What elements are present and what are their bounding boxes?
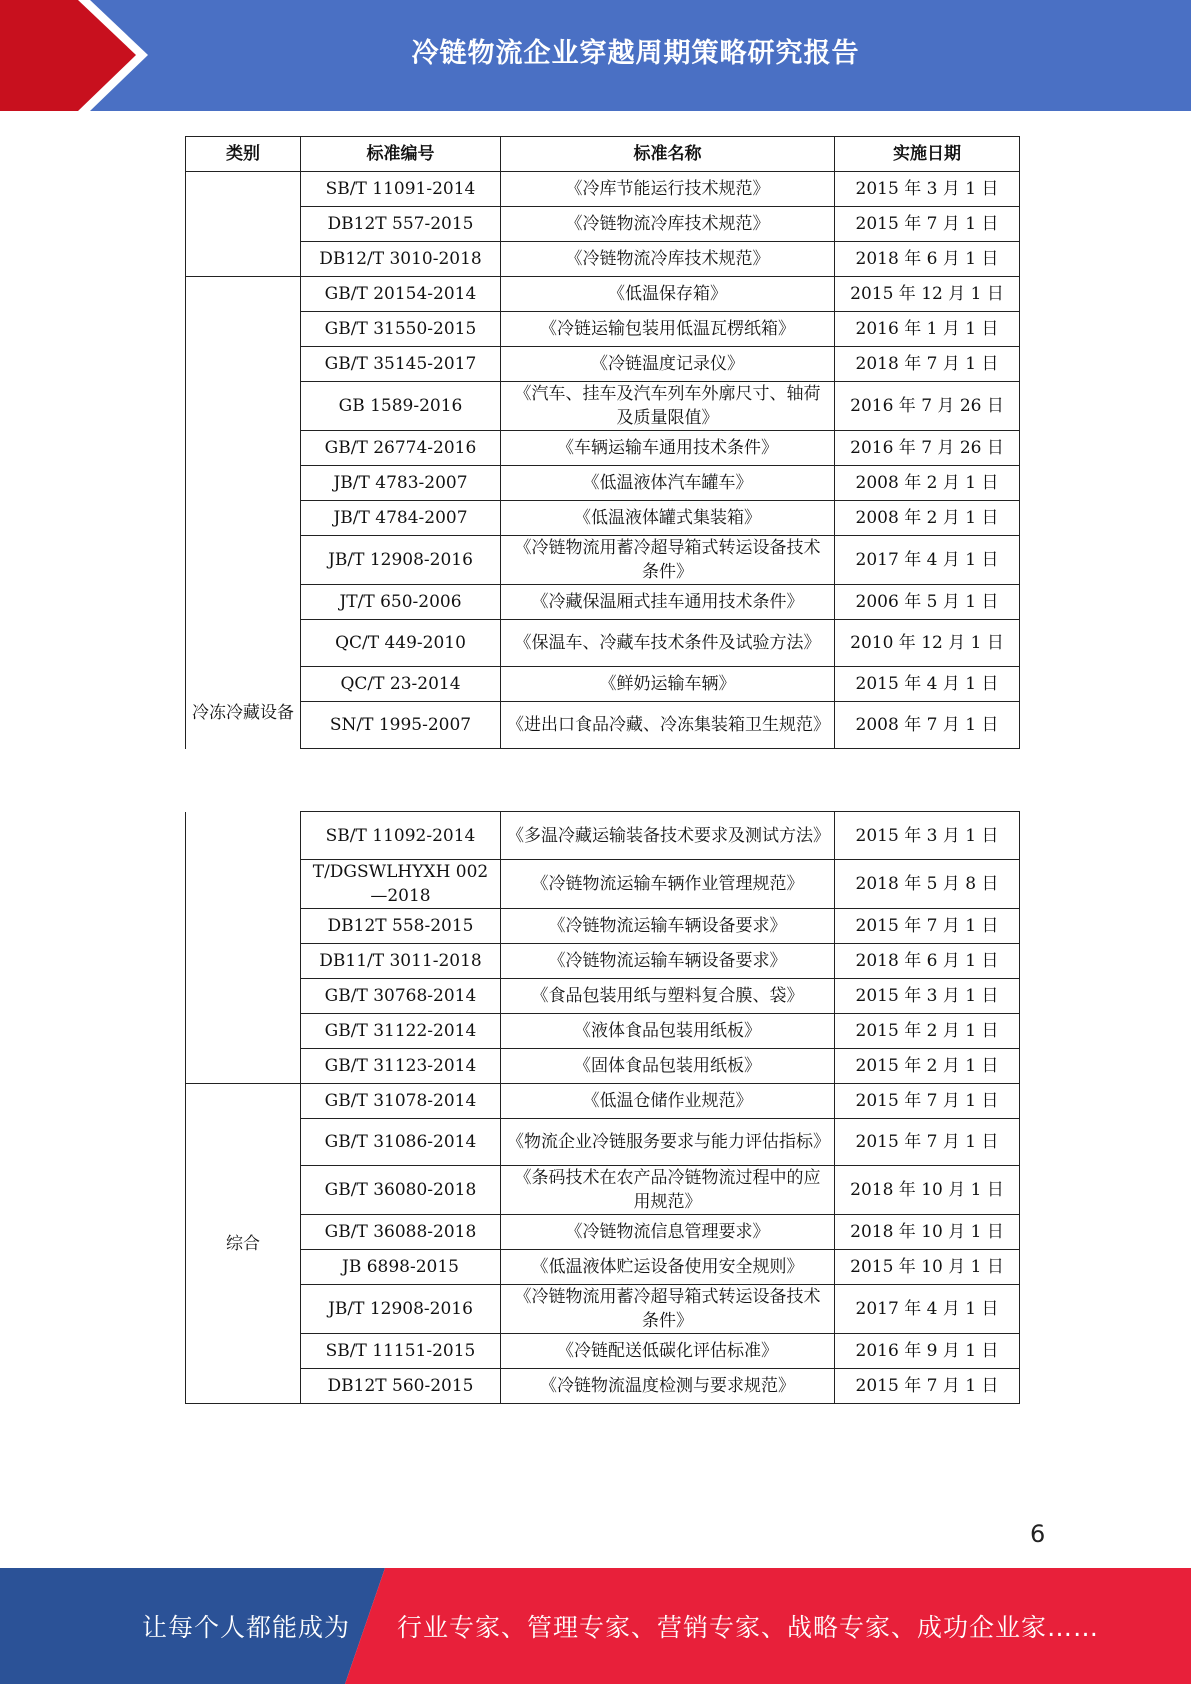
implementation-date: 2018 年 6 月 1 日 — [835, 242, 1020, 277]
table-row — [186, 277, 1020, 312]
standard-code: GB/T 35145-2017 — [301, 347, 501, 382]
standard-code: JB 6898-2015 — [301, 1250, 501, 1285]
standard-name: 《冷库节能运行技术规范》 — [501, 172, 835, 207]
standard-code: SN/T 1995-2007 — [301, 702, 501, 749]
standard-code: SB/T 11091-2014 — [301, 172, 501, 207]
implementation-date: 2015 年 3 月 1 日 — [835, 172, 1020, 207]
standard-name: 《条码技术在农产品冷链物流过程中的应用规范》 — [501, 1166, 835, 1215]
standard-name: 《食品包装用纸与塑料复合膜、袋》 — [501, 979, 835, 1014]
standard-name: 《物流企业冷链服务要求与能力评估指标》 — [501, 1119, 835, 1166]
implementation-date: 2015 年 3 月 1 日 — [835, 812, 1020, 860]
implementation-date: 2006 年 5 月 1 日 — [835, 585, 1020, 620]
standard-name: 《冷链配送低碳化评估标准》 — [501, 1334, 835, 1369]
standard-name: 《低温保存箱》 — [501, 277, 835, 312]
report-title: 冷链物流企业穿越周期策略研究报告 — [411, 37, 860, 69]
standard-name: 《液体食品包装用纸板》 — [501, 1014, 835, 1049]
standard-code: SB/T 11092-2014 — [301, 812, 501, 860]
standard-name: 《冷链物流运输车辆设备要求》 — [501, 944, 835, 979]
column-header-category: 类别 — [186, 137, 301, 172]
implementation-date: 2015 年 12 月 1 日 — [835, 277, 1020, 312]
standard-name: 《冷链物流冷库技术规范》 — [501, 207, 835, 242]
standard-code: JB/T 4784-2007 — [301, 501, 501, 536]
table-row — [186, 667, 1020, 702]
standard-code: GB/T 36080-2018 — [301, 1166, 501, 1215]
table-row — [186, 585, 1020, 620]
standard-name: 《冷链温度记录仪》 — [501, 347, 835, 382]
table-row — [186, 1334, 1020, 1369]
table-row — [186, 207, 1020, 242]
implementation-date: 2015 年 2 月 1 日 — [835, 1049, 1020, 1084]
standard-name: 《冷链物流用蓄冷超导箱式转运设备技术条件》 — [501, 536, 835, 585]
table-row — [186, 1369, 1020, 1404]
implementation-date: 2018 年 10 月 1 日 — [835, 1166, 1020, 1215]
table-row — [186, 1014, 1020, 1049]
table-row — [186, 1049, 1020, 1084]
standard-name: 《冷链物流运输车辆作业管理规范》 — [501, 860, 835, 909]
standard-name: 《固体食品包装用纸板》 — [501, 1049, 835, 1084]
footer-banner — [0, 1568, 1191, 1684]
table-row — [186, 1250, 1020, 1285]
implementation-date: 2015 年 7 月 1 日 — [835, 1119, 1020, 1166]
implementation-date: 2015 年 7 月 1 日 — [835, 909, 1020, 944]
category-cell-continued — [186, 812, 301, 1084]
implementation-date: 2018 年 5 月 8 日 — [835, 860, 1020, 909]
standard-code: JB/T 12908-2016 — [301, 1285, 501, 1334]
table-row — [186, 431, 1020, 466]
implementation-date: 2008 年 2 月 1 日 — [835, 466, 1020, 501]
standard-name: 《低温液体罐式集装箱》 — [501, 501, 835, 536]
implementation-date: 2015 年 3 月 1 日 — [835, 979, 1020, 1014]
implementation-date: 2018 年 10 月 1 日 — [835, 1215, 1020, 1250]
table-row — [186, 979, 1020, 1014]
table-row — [186, 347, 1020, 382]
standard-name: 《多温冷藏运输装备技术要求及测试方法》 — [501, 812, 835, 860]
implementation-date: 2015 年 2 月 1 日 — [835, 1014, 1020, 1049]
implementation-date: 2015 年 10 月 1 日 — [835, 1250, 1020, 1285]
category-cell-blank — [186, 172, 301, 277]
table-row — [186, 909, 1020, 944]
standard-name: 《进出口食品冷藏、冷冻集装箱卫生规范》 — [501, 702, 835, 749]
page-number: 6 — [1030, 1520, 1046, 1548]
table-row — [186, 312, 1020, 347]
table-row — [186, 1215, 1020, 1250]
table-row — [186, 1084, 1020, 1119]
standard-code: GB/T 30768-2014 — [301, 979, 501, 1014]
column-header-name: 标准名称 — [501, 137, 835, 172]
implementation-date: 2015 年 4 月 1 日 — [835, 667, 1020, 702]
standard-code: JB/T 4783-2007 — [301, 466, 501, 501]
column-header-date: 实施日期 — [835, 137, 1020, 172]
implementation-date: 2016 年 7 月 26 日 — [835, 382, 1020, 431]
implementation-date: 2015 年 7 月 1 日 — [835, 207, 1020, 242]
category-cold-storage-equipment: 冷冻冷藏设备 — [186, 277, 301, 749]
table-row — [186, 944, 1020, 979]
standard-code: GB/T 36088-2018 — [301, 1215, 501, 1250]
implementation-date: 2018 年 7 月 1 日 — [835, 347, 1020, 382]
table-row — [186, 1285, 1020, 1334]
standard-code: JT/T 650-2006 — [301, 585, 501, 620]
implementation-date: 2016 年 9 月 1 日 — [835, 1334, 1020, 1369]
standard-code: QC/T 449-2010 — [301, 620, 501, 667]
implementation-date: 2016 年 1 月 1 日 — [835, 312, 1020, 347]
implementation-date: 2016 年 7 月 26 日 — [835, 431, 1020, 466]
standard-code: GB/T 31550-2015 — [301, 312, 501, 347]
implementation-date: 2010 年 12 月 1 日 — [835, 620, 1020, 667]
implementation-date: 2008 年 7 月 1 日 — [835, 702, 1020, 749]
header-banner — [0, 0, 1191, 111]
standard-name: 《冷链物流冷库技术规范》 — [501, 242, 835, 277]
standard-code: GB/T 31123-2014 — [301, 1049, 501, 1084]
standard-code: DB12/T 3010-2018 — [301, 242, 501, 277]
table-row — [186, 466, 1020, 501]
footer-slogan-left: 让每个人都能成为 — [142, 1613, 351, 1642]
standard-code: GB/T 31078-2014 — [301, 1084, 501, 1119]
standards-table-part-1 — [185, 136, 1020, 749]
table-row — [186, 1119, 1020, 1166]
standard-name: 《鲜奶运输车辆》 — [501, 667, 835, 702]
standard-code: QC/T 23-2014 — [301, 667, 501, 702]
column-header-code: 标准编号 — [301, 137, 501, 172]
standard-name: 《低温液体贮运设备使用安全规则》 — [501, 1250, 835, 1285]
table-row — [186, 536, 1020, 585]
table-header-row — [186, 137, 1020, 172]
table-row — [186, 620, 1020, 667]
standard-code: GB/T 26774-2016 — [301, 431, 501, 466]
standards-table-part-2 — [185, 811, 1020, 1404]
table-row — [186, 812, 1020, 860]
implementation-date: 2018 年 6 月 1 日 — [835, 944, 1020, 979]
standard-name: 《汽车、挂车及汽车列车外廓尺寸、轴荷及质量限值》 — [501, 382, 835, 431]
standard-code: GB/T 20154-2014 — [301, 277, 501, 312]
standard-name: 《冷链物流温度检测与要求规范》 — [501, 1369, 835, 1404]
table-row — [186, 702, 1020, 749]
footer-slogan-right: 行业专家、管理专家、营销专家、战略专家、成功企业家…… — [397, 1613, 1100, 1642]
standard-code: T/DGSWLHYXH 002—2018 — [301, 860, 501, 909]
table-row — [186, 860, 1020, 909]
standard-code: DB11/T 3011-2018 — [301, 944, 501, 979]
implementation-date: 2017 年 4 月 1 日 — [835, 1285, 1020, 1334]
standard-name: 《车辆运输车通用技术条件》 — [501, 431, 835, 466]
table-row — [186, 501, 1020, 536]
standard-name: 《冷藏保温厢式挂车通用技术条件》 — [501, 585, 835, 620]
standard-code: GB/T 31086-2014 — [301, 1119, 501, 1166]
standard-name: 《冷链运输包装用低温瓦楞纸箱》 — [501, 312, 835, 347]
standard-name: 《冷链物流信息管理要求》 — [501, 1215, 835, 1250]
table-row — [186, 382, 1020, 431]
implementation-date: 2015 年 7 月 1 日 — [835, 1369, 1020, 1404]
standard-name: 《冷链物流用蓄冷超导箱式转运设备技术条件》 — [501, 1285, 835, 1334]
standard-code: JB/T 12908-2016 — [301, 536, 501, 585]
standard-name: 《低温液体汽车罐车》 — [501, 466, 835, 501]
standard-code: SB/T 11151-2015 — [301, 1334, 501, 1369]
standard-code: GB 1589-2016 — [301, 382, 501, 431]
table-row — [186, 172, 1020, 207]
table-row — [186, 242, 1020, 277]
standard-name: 《低温仓储作业规范》 — [501, 1084, 835, 1119]
standard-code: DB12T 557-2015 — [301, 207, 501, 242]
table-row — [186, 1166, 1020, 1215]
standard-code: GB/T 31122-2014 — [301, 1014, 501, 1049]
implementation-date: 2017 年 4 月 1 日 — [835, 536, 1020, 585]
standard-code: DB12T 560-2015 — [301, 1369, 501, 1404]
standard-name: 《冷链物流运输车辆设备要求》 — [501, 909, 835, 944]
standard-name: 《保温车、冷藏车技术条件及试验方法》 — [501, 620, 835, 667]
category-general: 综合 — [186, 1084, 301, 1404]
implementation-date: 2008 年 2 月 1 日 — [835, 501, 1020, 536]
implementation-date: 2015 年 7 月 1 日 — [835, 1084, 1020, 1119]
standard-code: DB12T 558-2015 — [301, 909, 501, 944]
